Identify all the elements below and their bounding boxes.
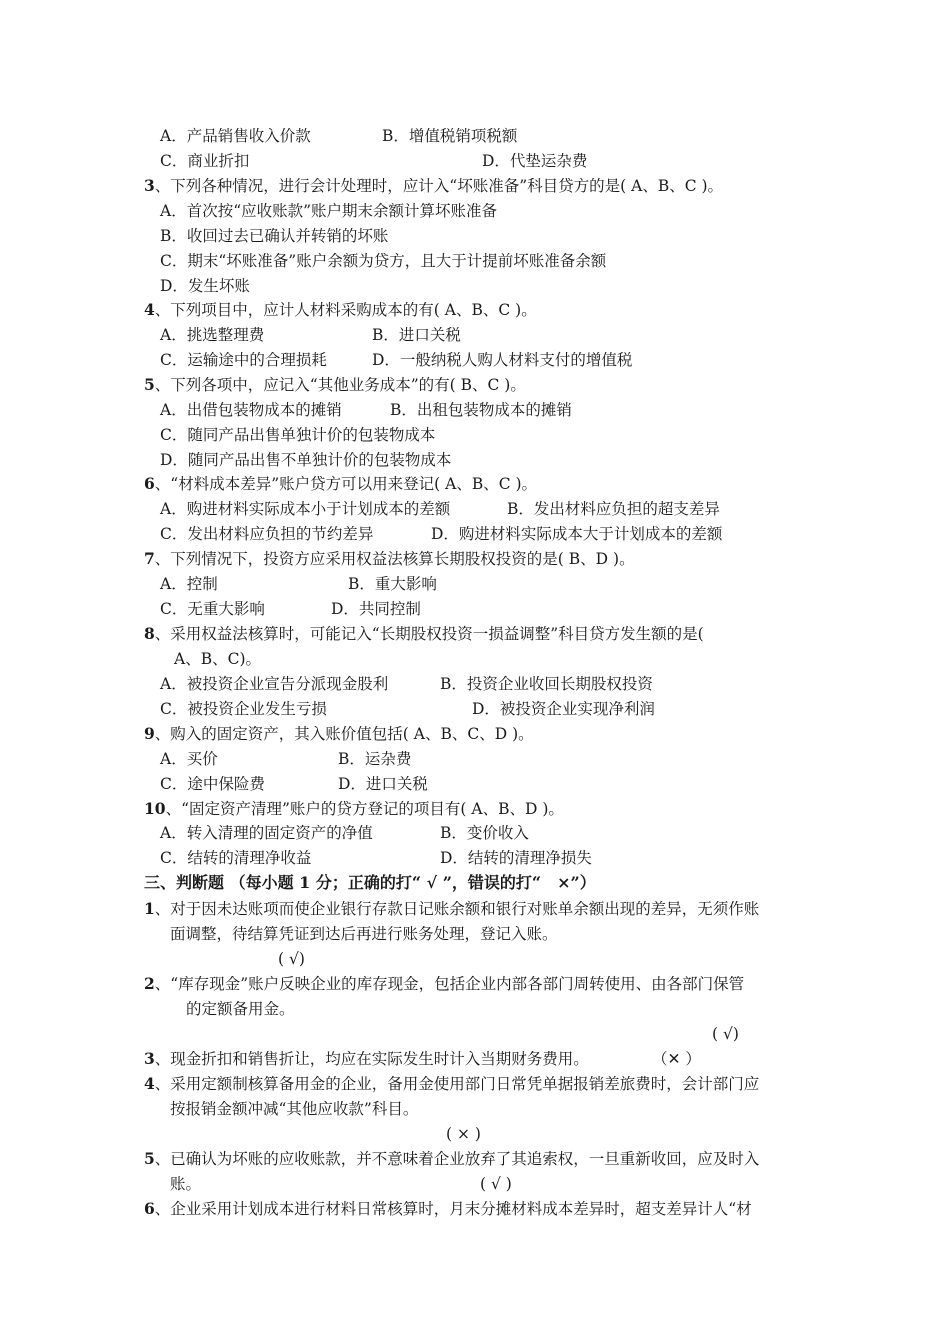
j1-text: 、对于因未达账项而使企业银行存款日记账余额和银行对账单余额出现的差异，无须作账 — [154, 900, 760, 918]
q4-option-b: B．进口关税 — [372, 326, 461, 344]
q4-option-c: C．运输途中的合理损耗 — [160, 351, 327, 369]
q7-option-c: C．无重大影响 — [160, 600, 265, 618]
q7-option-d: D．共同控制 — [331, 600, 421, 618]
q9-stem — [144, 724, 534, 744]
j4-text: 、采用定额制核算备用金的企业，备用金使用部门日常凭单据报销差旅费时，会计部门应 — [154, 1075, 760, 1093]
q10-number: 10 — [144, 799, 166, 818]
j4-text-line1 — [144, 1074, 759, 1094]
q9-option-b: B．运杂费 — [338, 750, 412, 768]
q8-option-a: A．被投资企业宣告分派现金股利 — [160, 675, 389, 693]
q10-stem — [144, 799, 564, 819]
q5-option-d: D．随同产品出售不单独计价的包装物成本 — [160, 451, 452, 469]
q3-text: 、下列各种情况，进行会计处理时，应计入“坏账准备”科目贷方的是( A、B、C )。 — [154, 177, 724, 195]
q6-text: 、“材料成本差异”账户贷方可以用来登记( A、B、C )。 — [154, 475, 538, 493]
q10-option-b: B．变价收入 — [440, 824, 529, 842]
q6-option-d: D．购进材料实际成本大于计划成本的差额 — [431, 525, 723, 543]
q5-text: 、下列各项中，应记入“其他业务成本”的有( B、C )。 — [154, 376, 526, 394]
j1-text-line2: 面调整，待结算凭证到达后再进行账务处理，登记入账。 — [170, 925, 558, 943]
q6-option-b: B．发出材料应负担的超支差异 — [507, 500, 720, 518]
q8-option-d: D．被投资企业实现净利润 — [472, 700, 655, 718]
j6-text: 、企业采用计划成本进行材料日常核算时，月末分摊材料成本差异时，超支差异计人“材 — [154, 1200, 752, 1218]
q8-option-c: C．被投资企业发生亏损 — [160, 700, 327, 718]
q10-option-c: C．结转的清理净收益 — [160, 849, 312, 867]
j3-text: 、现金折扣和销售折让，均应在实际发生时计入当期财务费用。 — [154, 1050, 589, 1068]
q9-option-d: D．进口关税 — [338, 775, 428, 793]
q8-number: 8 — [144, 624, 155, 643]
q8-stem-continued: A、B、C)。 — [174, 650, 261, 668]
q8-option-b: B．投资企业收回长期股权投资 — [440, 675, 653, 693]
j5-answer: ( √ ) — [480, 1175, 512, 1193]
q2-option-d: D．代垫运杂费 — [482, 152, 588, 170]
q5-option-a: A．出借包装物成本的摊销 — [160, 401, 342, 419]
j4-answer: ( × ) — [446, 1125, 481, 1143]
q7-stem — [144, 549, 635, 569]
q8-text: 、采用权益法核算时，可能记入“长期股权投资一损益调整”科目贷方发生额的是( — [154, 625, 704, 643]
j6-text-line1 — [144, 1199, 752, 1219]
j2-text-line1 — [144, 974, 744, 994]
q4-text: 、下列项目中，应计人材料采购成本的有( A、B、C )。 — [154, 301, 537, 319]
q5-option-b: B．出租包装物成本的摊销 — [390, 401, 572, 419]
j2-text: 、“库存现金”账户反映企业的库存现金，包括企业内部各部门周转使用、由各部门保管 — [154, 975, 745, 993]
j5-number: 5 — [144, 1149, 155, 1168]
q3-stem — [144, 176, 723, 196]
j1-answer: ( √) — [278, 950, 305, 968]
q3-option-a: A．首次按“应收账款”账户期末余额计算坏账准备 — [160, 202, 498, 220]
q3-number: 3 — [144, 176, 155, 195]
j1-number: 1 — [144, 899, 155, 918]
j3-number: 3 — [144, 1049, 155, 1068]
j6-number: 6 — [144, 1199, 155, 1218]
j4-number: 4 — [144, 1074, 155, 1093]
q5-option-c: C．随同产品出售单独计价的包装物成本 — [160, 426, 436, 444]
j2-text-line2: 的定额备用金。 — [186, 1000, 295, 1018]
q9-option-a: A．买价 — [160, 750, 218, 768]
j5-text-line2: 账。 — [170, 1175, 202, 1193]
q5-stem — [144, 375, 526, 395]
q6-number: 6 — [144, 474, 155, 493]
j3-answer: （✕ ） — [652, 1050, 701, 1068]
q4-stem — [144, 300, 537, 320]
q7-text: 、下列情况下，投资方应采用权益法核算长期股权投资的是( B、D )。 — [154, 550, 635, 568]
q7-option-a: A．控制 — [160, 575, 218, 593]
q2-option-c: C．商业折扣 — [160, 152, 250, 170]
q4-option-a: A．挑选整理费 — [160, 326, 265, 344]
q2-option-a: A．产品销售收入价款 — [160, 127, 311, 145]
j5-text: 、已确认为坏账的应收账款，并不意味着企业放弃了其追索权，一旦重新收回，应及时入 — [154, 1150, 760, 1168]
q10-text: 、“固定资产清理”账户的贷方登记的项目有( A、B、D )。 — [165, 800, 564, 818]
q2-option-b: B．增值税销项税额 — [382, 127, 518, 145]
j3-text-line1 — [144, 1049, 589, 1069]
q6-option-c: C．发出材料应负担的节约差异 — [160, 525, 374, 543]
q4-number: 4 — [144, 300, 155, 319]
section-3-title: 三、判断题 （每小题 1 分；正确的打“ √ ”，错误的打“ ×”） — [144, 873, 596, 892]
q3-option-b: B．收回过去已确认并转销的坏账 — [160, 227, 389, 245]
q7-option-b: B．重大影响 — [348, 575, 437, 593]
q7-number: 7 — [144, 549, 155, 568]
q5-number: 5 — [144, 375, 155, 394]
q6-option-a: A．购进材料实际成本小于计划成本的差额 — [160, 500, 451, 518]
q10-option-d: D．结转的清理净损失 — [440, 849, 592, 867]
q9-option-c: C．途中保险费 — [160, 775, 265, 793]
q3-option-d: D．发生坏账 — [160, 277, 250, 295]
q6-stem — [144, 474, 537, 494]
q4-option-d: D．一般纳税人购人材料支付的增值税 — [372, 351, 633, 369]
q8-stem — [144, 624, 704, 644]
q10-option-a: A．转入清理的固定资产的净值 — [160, 824, 373, 842]
j2-number: 2 — [144, 974, 155, 993]
j4-text-line2: 按报销金额冲减“其他应收款”科目。 — [170, 1100, 419, 1118]
q9-number: 9 — [144, 724, 155, 743]
j5-text-line1 — [144, 1149, 759, 1169]
j2-answer: ( √) — [712, 1025, 739, 1043]
q9-text: 、购入的固定资产，其入账价值包括( A、B、C、D )。 — [154, 725, 534, 743]
j1-text-line1 — [144, 899, 759, 919]
q3-option-c: C．期末“坏账准备”账户余额为贷方，且大于计提前坏账准备余额 — [160, 252, 607, 270]
